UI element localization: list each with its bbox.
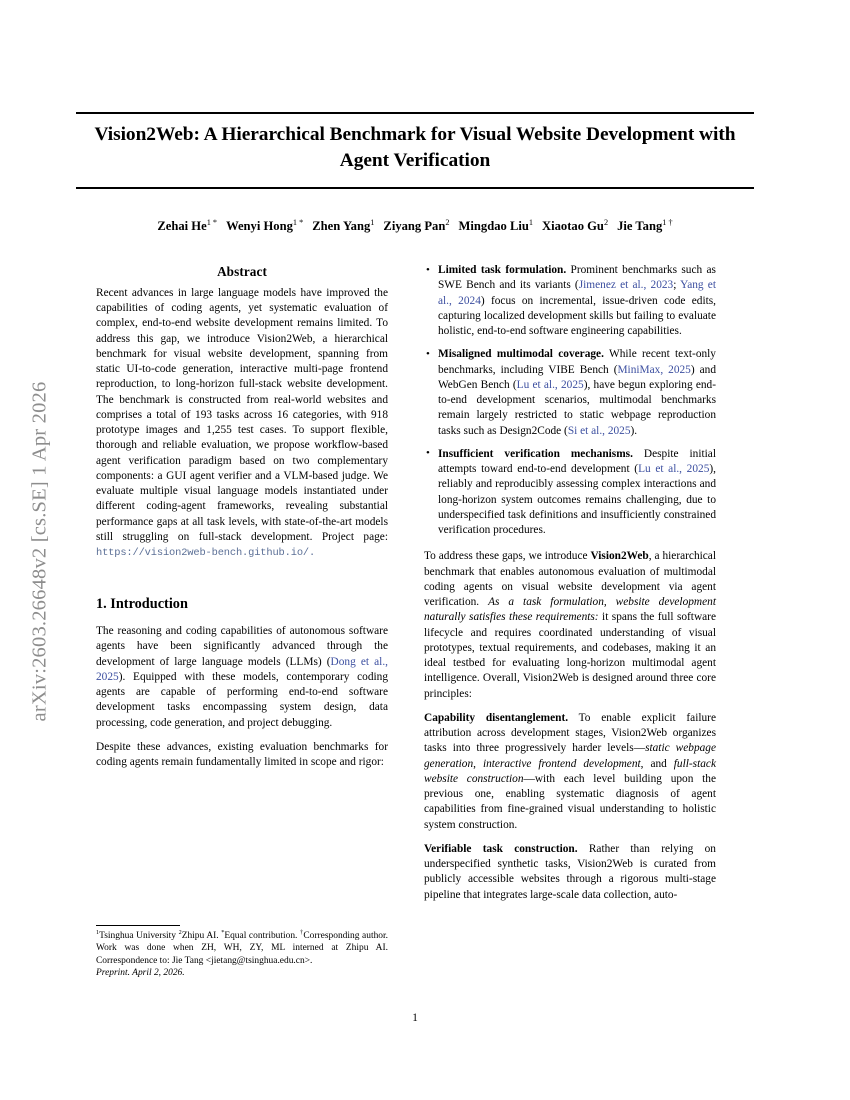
author-2: Wenyi Hong$^{1 *}$ <box>226 217 304 233</box>
author-4-marks: 2 <box>445 217 450 227</box>
paper-page <box>76 0 776 1100</box>
right-column <box>424 263 716 903</box>
list-item: • Misaligned multimodal coverage. While recent text-only benchmarks, including VIBE Bench (MiniMax, 2025) and WebGen Bench (Lu et al., 2025), have begun exploring end-to-end development scenarios, multimodal benchmarks remain largely restricted to static webpage reproduction tasks such as Design2Code (Si et al., 2025). <box>424 347 716 439</box>
page-number: 1 <box>412 1012 418 1024</box>
footnote-mark-1: 1 <box>96 928 100 936</box>
citation-lu-2025-b[interactable]: Lu et al., 2025 <box>638 463 710 475</box>
limitation-2-title: Misaligned multimodal coverage. <box>438 348 604 361</box>
preprint-date: Preprint. April 2, 2026. <box>96 967 185 978</box>
footnote-mark-asterisk: * <box>221 928 225 936</box>
paragraph-verifiable-task-construction: Verifiable task construction. Rather than relying on underspecified synthetic tasks, Vision2Web is curated from publicly accessible websites through a rigorous multi-stage pipeline that integrates large-scale data collection, auto- <box>424 842 716 901</box>
title-rule-bottom <box>76 187 754 189</box>
footnote-mark-dagger: † <box>300 928 304 936</box>
citation-minimax-2025[interactable]: MiniMax, 2025 <box>617 363 691 376</box>
author-2-marks: 1 * <box>292 217 304 227</box>
principle-2-title: Verifiable task construction. <box>424 842 578 855</box>
arxiv-stamp <box>0 0 72 1100</box>
principle-1-title: Capability disentanglement. <box>424 711 569 724</box>
author-6: Xiaotao Gu$^2$ <box>542 217 609 233</box>
abstract-heading: Abstract <box>217 264 267 279</box>
author-6-marks: 2 <box>603 217 609 227</box>
author-7-marks: 1 † <box>662 217 673 227</box>
citation-lu-2025-a[interactable]: Lu et al., 2025 <box>516 378 584 391</box>
author-1: Zehai $He^{1 *}$ <box>157 217 218 233</box>
footnote-affiliations: $^1$Tsinghua University $^2$Zhipu AI. *Equal contribution. †Corresponding author. Work was done when ZH, WH, ZY, ML interned at Zhipu AI. Correspondence to: Jie Tang <jietang@tsinghua.edu.cn>. <box>96 928 388 966</box>
list-item: • Limited task formulation. Prominent benchmarks such as SWE Bench and its variants (Jimenez et al., 2023; Yang et al., 2024) focus on incremental, issue-driven code edits, capturing localized development skills but failing to evaluate holistic, end-to-end software engineering capabilities. <box>424 263 716 339</box>
abstract-text: Recent advances in large language models have improved the capabilities of coding agents, yet systematic evaluation of complex, end-to-end website development remains limited. To address this gap, we introduce Vision2Web, a hierarchical benchmark for visual website development, spanning from static UI-to-code generation, interactive multi-page frontend reproduction, to long-horizon full-stack website development. The benchmark is constructed from real-world websites and comprises a total of 193 tasks across 16 categories, with 918 prototype images and 1,255 test cases. To support flexible, thorough and reliable evaluation, we propose workflow-based agent verification paradigm based on two complementary components: a GUI agent verifier and a VLM-based judge. We evaluate multiple visual language models instantiated under different coding-agent frameworks, revealing substantial performance gaps at all task levels, with state-of-the-art models still struggling on full-stack development. Project page: <box>96 286 388 543</box>
limitation-3-title: Insufficient verification mechanisms. <box>438 447 633 460</box>
page-title: Vision2Web: A Hierarchical Benchmark for Visual Website Development with Agent Verification <box>94 124 736 171</box>
footnote-rule <box>96 925 180 926</box>
limitations-list <box>424 263 716 538</box>
citation-jimenez-2023[interactable]: Jimenez et al., 2023 <box>578 279 674 292</box>
citation-dong-2025[interactable]: Dong et al., 2025 <box>96 655 388 683</box>
author-list <box>76 219 754 234</box>
vision2web-bold: Vision2Web <box>590 550 649 563</box>
limitation-1-title: Limited task formulation. <box>438 264 567 276</box>
author-3: Zhen Yang$^1$ <box>312 217 375 233</box>
citation-si-2025[interactable]: Si et al., 2025 <box>567 424 631 437</box>
footnote-block <box>96 925 388 979</box>
footnote-mark-2: 2 <box>178 928 182 936</box>
paragraph-address-gaps: To address these gaps, we introduce Vision2Web, a hierarchical benchmark that enables autonomous evaluation of multimodal coding agents on visual website development via agent verification. As a task formulation, website development naturally satisfies these requirements: it spans the full software lifecycle and requires coordinated understanding of visual prototypes, textual requirements, and codebases, making it an ideal testbed for evaluating long-horizon multimodal agent intelligence. Overall, Vision2Web is designed around three core principles: <box>424 550 716 700</box>
arxiv-stamp-text: arXiv:2603.26648v2 [cs.SE] 1 Apr 2026 <box>28 381 51 722</box>
section-heading-introduction: 1. Introduction <box>96 595 188 612</box>
author-5: Mingdao Liu$^1$ <box>458 217 534 233</box>
citation-yang-2024[interactable]: Yang et al., 2024 <box>438 279 716 307</box>
author-7: Jie Tang$^{1 \dagger}$ <box>617 217 673 233</box>
left-column <box>96 263 388 770</box>
author-4: Ziyang Pan$^2$ <box>383 217 450 233</box>
author-1-marks: 1 * <box>206 217 218 227</box>
author-3-marks: 1 <box>370 217 375 227</box>
project-page-link[interactable]: https://vision2web-bench.github.io/. <box>96 547 316 559</box>
list-item: • Insufficient verification mechanisms. Despite initial attempts toward end-to-end development (Lu et al., 2025), reliably and reproducibly assessing complex interactions and long-horizon system outcomes remains challenging, due to underspecified task definitions and insufficiently constrained verification procedures. <box>424 447 716 539</box>
paragraph-capability-disentanglement: Capability disentanglement. To enable explicit failure attribution across development stages, Vision2Web organizes tasks into three progressively harder levels—static webpage generation, interactive frontend development, and full-stack website construction—with each level building upon the previous one, enabling systematic diagnosis of agent capabilities from fine-grained visual understanding to holistic system construction. <box>424 711 716 831</box>
task-formulation-italic: As a task formulation, website development naturally satisfies these requirements: <box>424 596 716 624</box>
abstract-body <box>96 286 388 561</box>
title-rule-top <box>76 112 754 114</box>
intro-paragraph-2: Despite these advances, existing evaluation benchmarks for coding agents remain fundamentally limited in scope and rigor: <box>96 740 388 769</box>
intro-paragraph-1: The reasoning and coding capabilities of autonomous software agents have been significantly advanced through the development of large language models (LLMs) (Dong et al., 2025). Equipped with these models, contemporary coding agents are capable of performing end-to-end software development tasks encompassing system design, data processing, code generation, and project debugging. <box>96 625 388 729</box>
author-5-marks: 1 <box>528 217 534 227</box>
